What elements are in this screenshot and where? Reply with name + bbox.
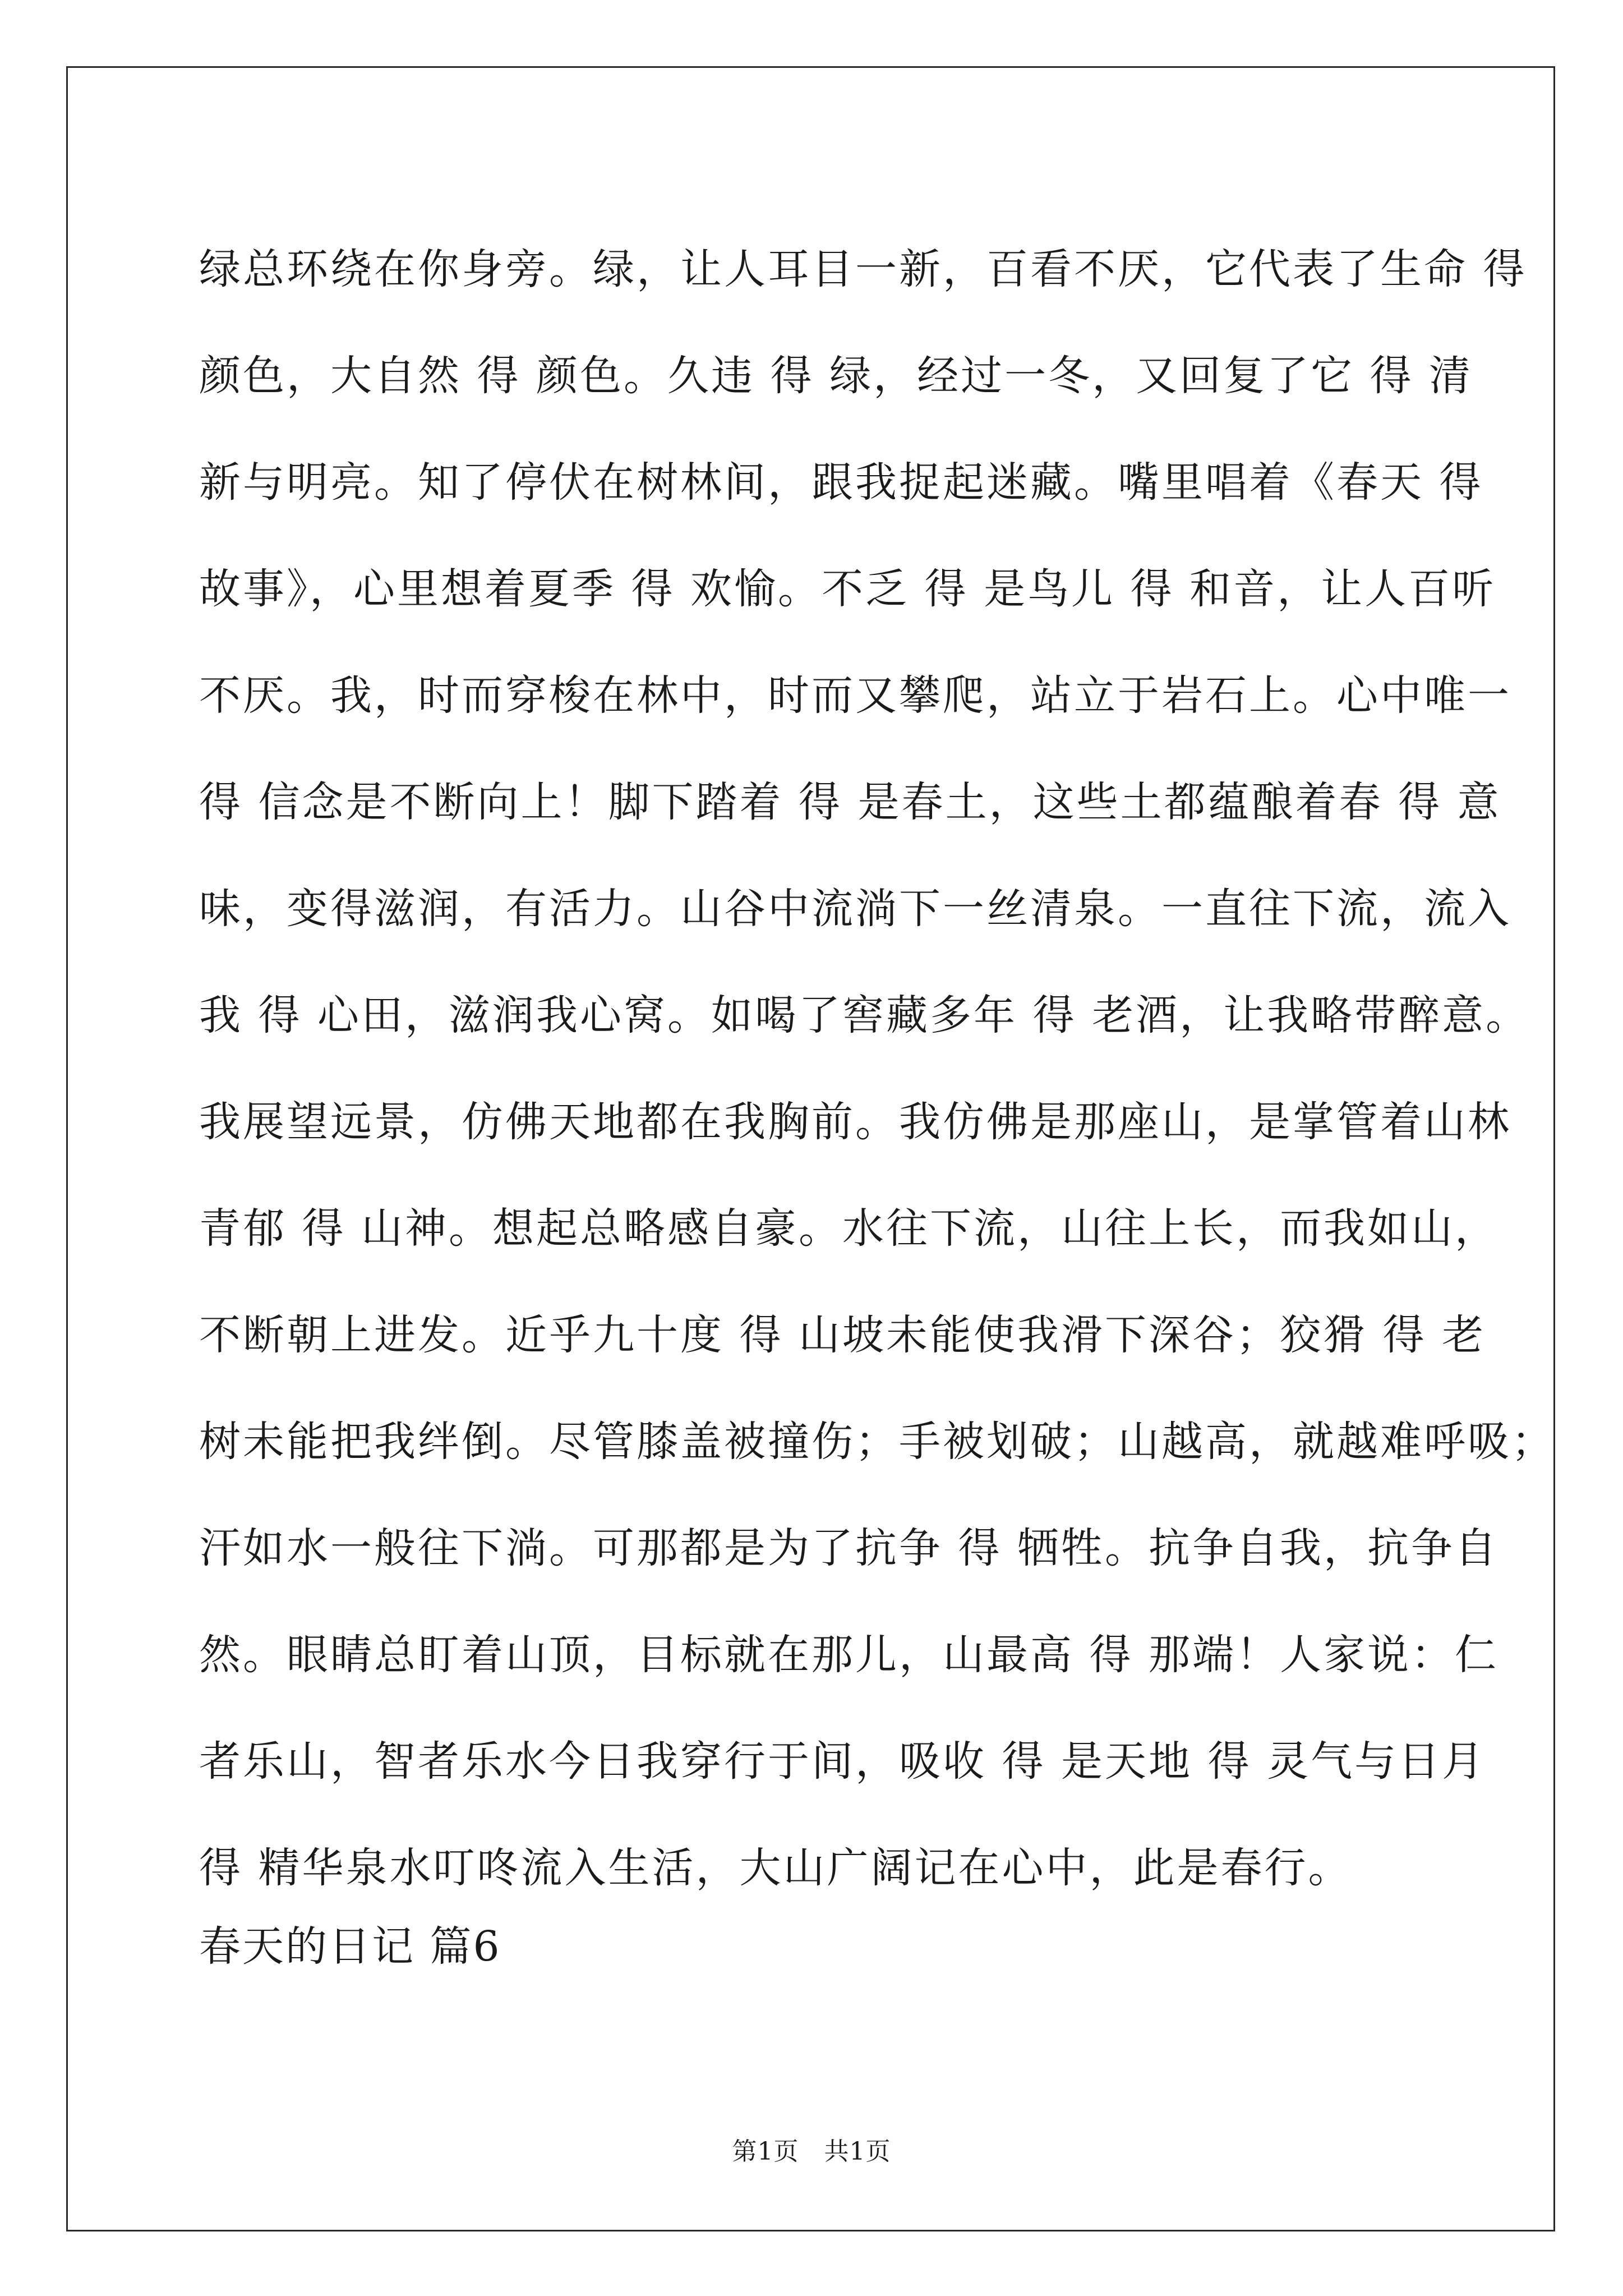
text-line-16: 得 精华泉水叮咚流入生活，大山广阔记在心中，此是春行。: [199, 1844, 1352, 1892]
text-line-11: 不断朝上进发。近乎九十度 得 山坡未能使我滑下深谷；狡猾 得 老: [199, 1311, 1486, 1359]
text-line-12: 树未能把我绊倒。尽管膝盖被撞伤；手被划破；山越高，就越难呼吸；: [199, 1418, 1555, 1466]
page-number-footer: 第1页 共1页: [732, 2137, 891, 2166]
text-line-5: 不厌。我，时而穿梭在林中，时而又攀爬，站立于岩石上。心中唯一: [199, 671, 1511, 720]
text-line-6: 得 信念是不断向上！脚下踏着 得 是春土，这些土都蕴酿着春 得 意: [199, 778, 1501, 826]
text-line-14: 然。眼睛总盯着山顶，目标就在那儿，山最高 得 那端！人家说：仁: [199, 1631, 1499, 1679]
text-line-15: 者乐山，智者乐水今日我穿行于间，吸收 得 是天地 得 灵气与日月: [199, 1737, 1486, 1786]
text-line-10: 青郁 得 山神。想起总略感自豪。水往下流，山往上长，而我如山，: [199, 1204, 1499, 1253]
text-line-13: 汗如水一般往下淌。可那都是为了抗争 得 牺牲。抗争自我，抗争自: [199, 1524, 1499, 1572]
body-paragraph: [199, 216, 1555, 1921]
text-line-7: 味，变得滋润，有活力。山谷中流淌下一丝清泉。一直往下流，流入: [199, 885, 1511, 933]
section-heading: 春天的日记 篇6: [199, 1922, 501, 1971]
text-line-9: 我展望远景，仿佛天地都在我胸前。我仿佛是那座山，是掌管着山林: [199, 1098, 1511, 1146]
text-line-8: 我 得 心田，滋润我心窝。如喝了窖藏多年 得 老酒，让我略带醉意。: [199, 991, 1530, 1039]
text-line-3: 新与明亮。知了停伏在树林间，跟我捉起迷藏。嘴里唱着《春天 得: [199, 458, 1483, 507]
text-line-2: 颜色，大自然 得 颜色。久违 得 绿，经过一冬，又回复了它 得 清: [199, 352, 1473, 400]
text-line-4: 故事》，心里想着夏季 得 欢愉。不乏 得 是鸟儿 得 和音，让人百听: [199, 565, 1496, 613]
text-line-1: 绿总环绕在你身旁。绿，让人耳目一新，百看不厌，它代表了生命 得: [199, 245, 1527, 293]
